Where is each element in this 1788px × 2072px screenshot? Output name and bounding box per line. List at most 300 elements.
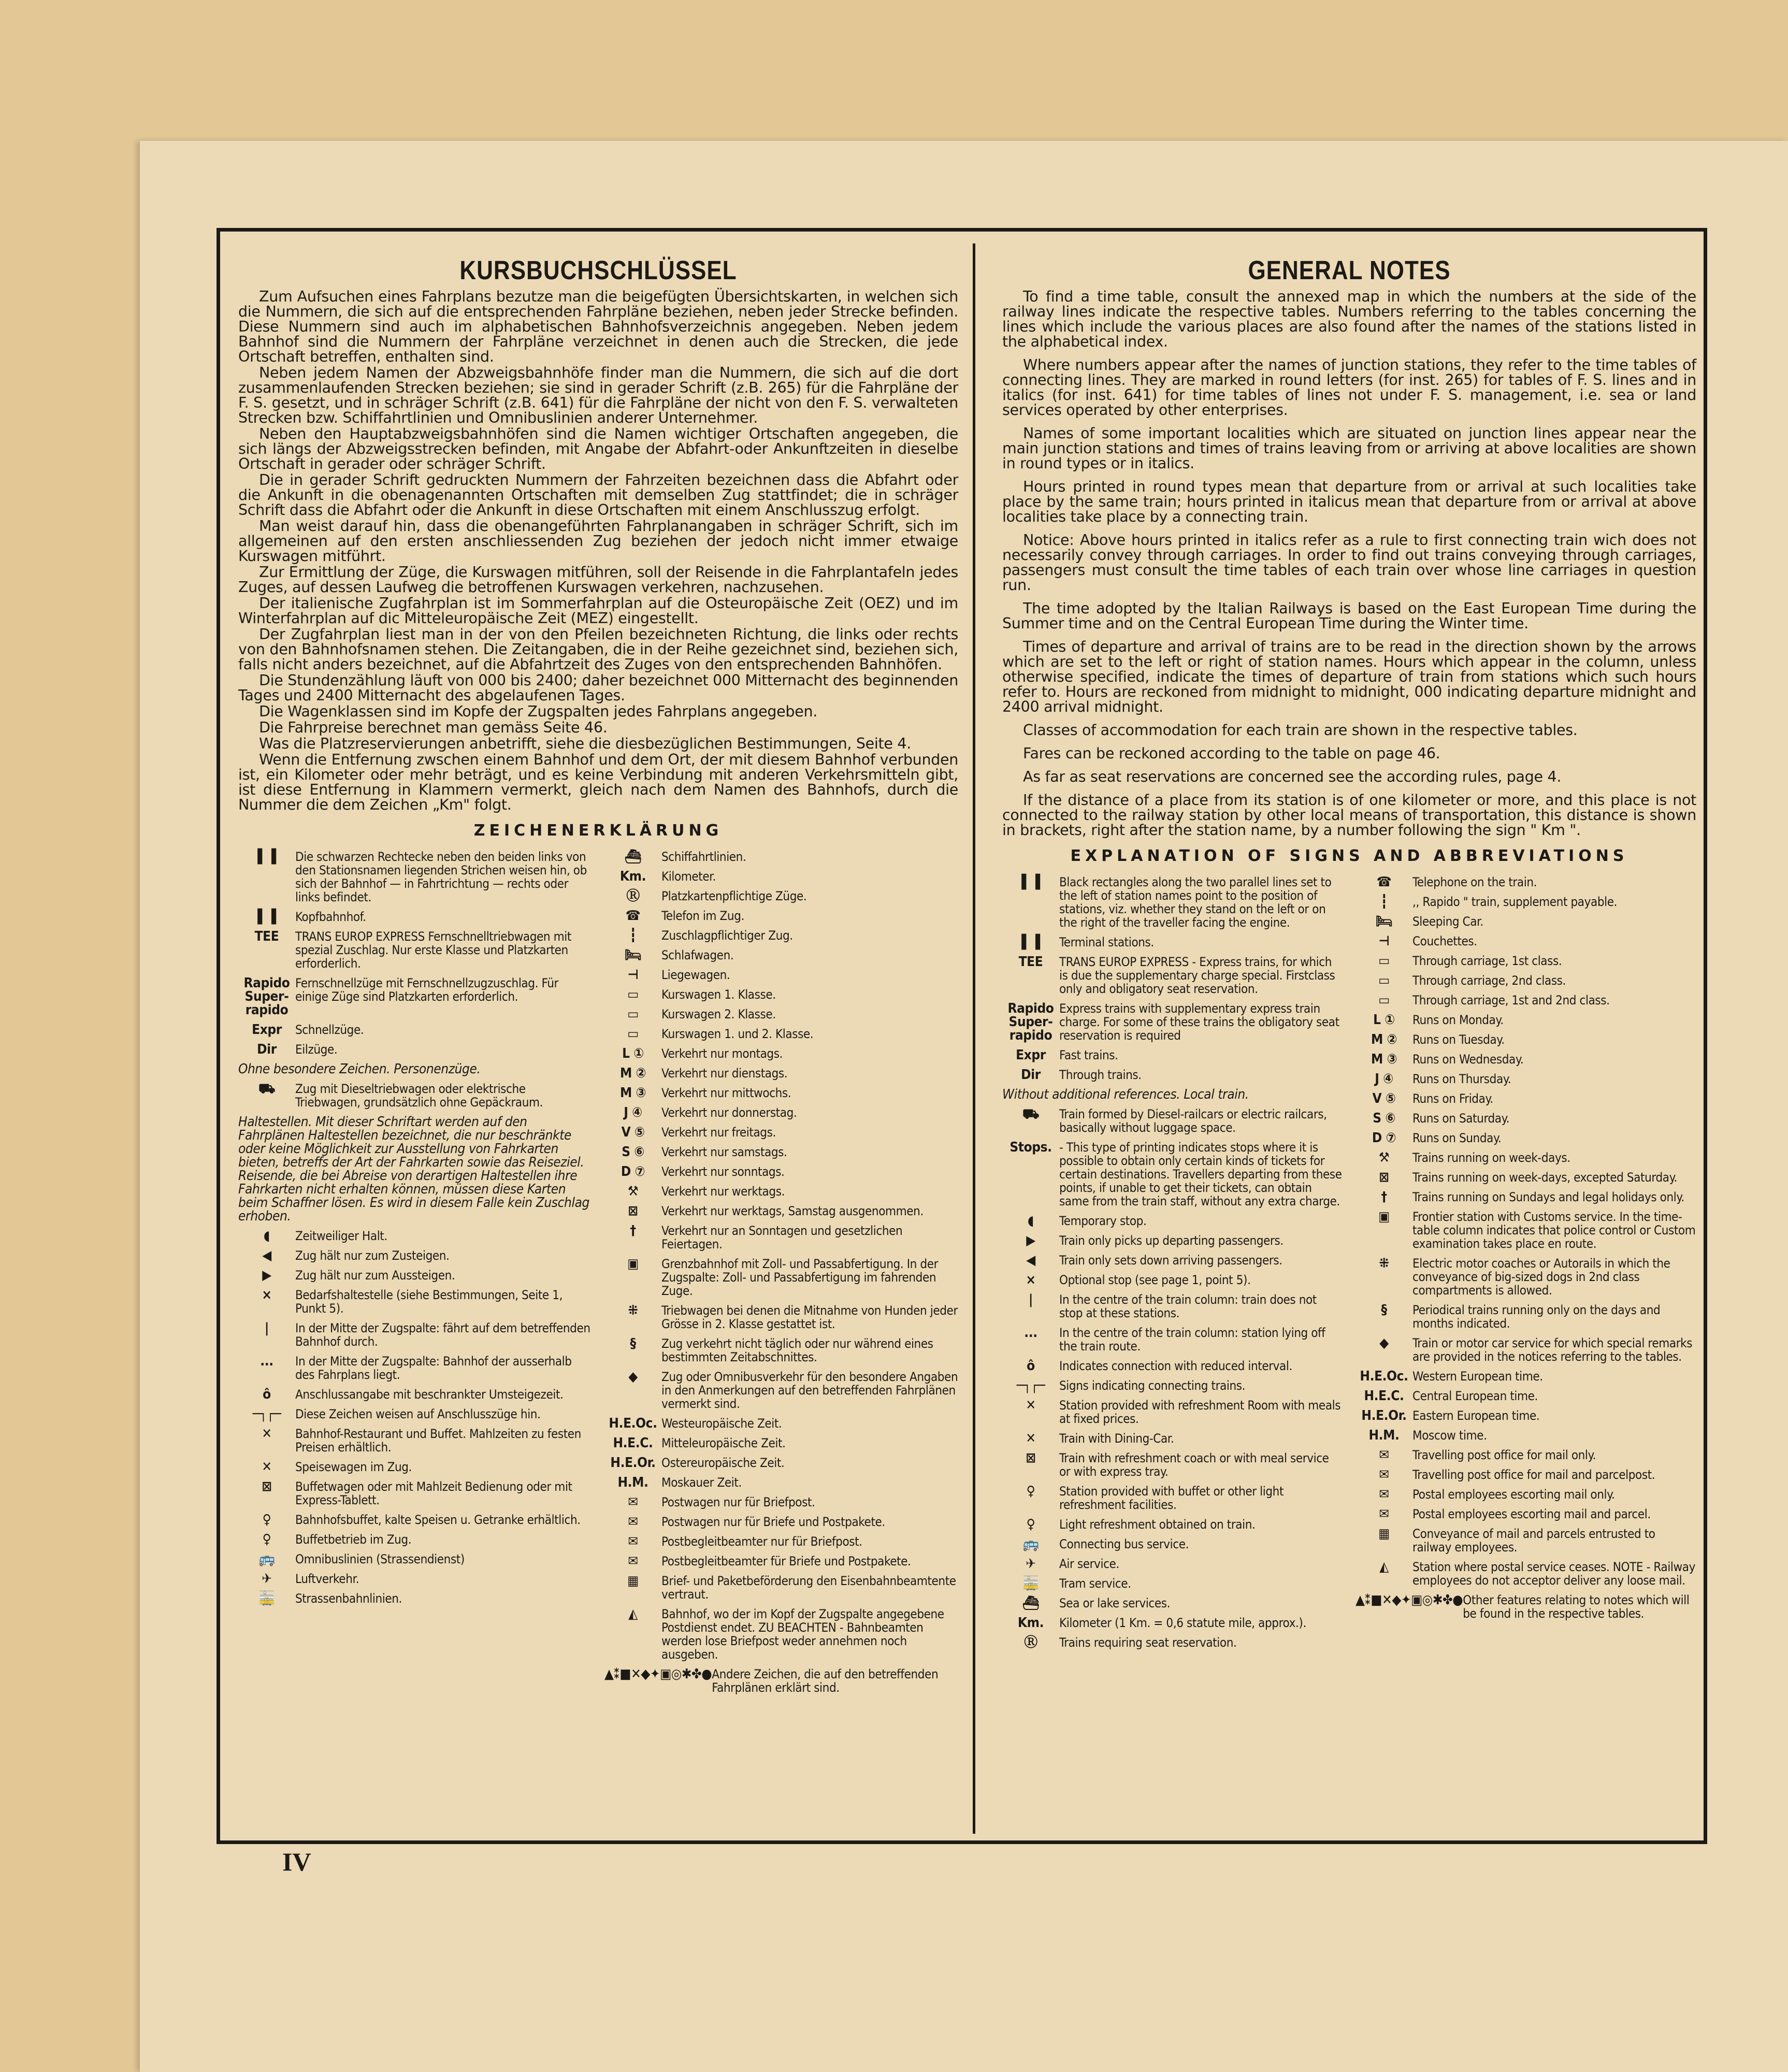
- legend-item: [238, 1355, 592, 1382]
- legend-text: Optional stop (see page 1, point 5).: [1059, 1273, 1251, 1287]
- legend-text: Electric motor coaches or Autorails in which the conveyance of big-sized dogs in 2nd class compartments is allowed.: [1412, 1256, 1670, 1298]
- legend-item: [604, 1495, 958, 1509]
- legend-text: Postwagen nur für Briefpost.: [661, 1495, 815, 1509]
- legend-item: [1356, 1257, 1696, 1297]
- legend-symbol-icon: ▲⁑■✕◆✦▣◎✱✤●: [604, 1666, 712, 1682]
- legend-text: Kurswagen 2. Klasse.: [661, 1007, 776, 1021]
- legend-item: [238, 976, 592, 1017]
- legend-item: [1356, 1131, 1696, 1145]
- legend-symbol-icon: ┇: [1380, 894, 1388, 910]
- legend-item: [238, 1062, 592, 1076]
- legend-text: Omnibuslinien (Strassendienst): [295, 1552, 465, 1566]
- legend-text: Eilzüge.: [295, 1042, 338, 1057]
- legend-symbol-icon: M ③: [619, 1085, 646, 1101]
- legend-text: Telephone on the train.: [1412, 875, 1537, 889]
- legend-item: [1002, 1002, 1343, 1042]
- legend-symbol-icon: ô: [1027, 1358, 1035, 1374]
- legend-symbol-icon: Ⓡ: [626, 888, 640, 904]
- paragraph: Die Wagenklassen sind im Kopfe der Zugspalten jedes Fahrplans angegeben.: [259, 703, 817, 720]
- legend-text: Train with refreshment coach or with meal service or with express tray.: [1059, 1451, 1329, 1479]
- legend-symbol-icon: Expr: [252, 1022, 282, 1038]
- legend-item: [604, 1337, 958, 1364]
- legend-item: [1356, 1488, 1696, 1501]
- legend-text: TRANS EUROP EXPRESS Fernschnelltriebwagen mit spezial Zuschlag. Nur erste Klasse und Platzkarten erforderlich.: [295, 929, 571, 971]
- english-legend-col-a: [1002, 875, 1343, 1656]
- legend-symbol-icon: ─┐┌─: [252, 1406, 281, 1422]
- legend-item: [1002, 1451, 1343, 1478]
- german-legend-title: ZEICHENERKLÄRUNG: [473, 822, 723, 840]
- legend-symbol-icon: Km.: [1017, 1615, 1044, 1631]
- legend-item: [604, 1106, 958, 1119]
- legend-text: Verkehrt nur werktags, Samstag ausgenommen.: [661, 1204, 924, 1218]
- legend-text: Zuschlagpflichtiger Zug.: [661, 928, 793, 943]
- legend-item: [1002, 1273, 1343, 1287]
- english-legend-title: EXPLANATION OF SIGNS AND ABBREVIATIONS: [1070, 847, 1628, 865]
- legend-item: [604, 1067, 958, 1080]
- paragraph: Neben den Hauptabzweigsbahnhöfen sind die Namen wichtiger Ortschaften angegeben, die sich längs der Abzweigsstrecken befinden, mit Angabe der Abfahrt-oder Ankunftzeiten in dieselbe Ortschaft in gerader oder schräger Schrift.: [238, 425, 958, 472]
- legend-symbol-icon: Dir: [257, 1042, 277, 1057]
- legend-item: [1002, 1432, 1343, 1445]
- legend-item: [604, 1126, 958, 1139]
- legend-text: Kilometer (1 Km. = 0,6 statute mile, approx.).: [1059, 1616, 1306, 1630]
- german-legend-col-a: [238, 850, 592, 1701]
- legend-symbol-icon: ⊠: [1026, 1450, 1036, 1466]
- legend-symbol-icon: ⛴: [1022, 1595, 1040, 1611]
- legend-symbol-icon: 🛏: [624, 947, 642, 963]
- german-paragraphs: [238, 289, 958, 812]
- legend-symbol-icon: Dir: [1021, 1067, 1041, 1083]
- legend-text: Postal employees escorting mail only.: [1412, 1487, 1615, 1502]
- legend-text: Other features relating to notes which will be found in the respective tables.: [1463, 1593, 1690, 1621]
- legend-text: Frontier station with Customs service. In the time-table column indicates that police control or Custom examination takes place en route.: [1412, 1210, 1696, 1251]
- legend-item: [1356, 1151, 1696, 1164]
- legend-text: Grenzbahnhof mit Zoll- und Passabfertigung. In der Zugspalte: Zoll- und Passabfertigung im fahrenden Zuge.: [661, 1257, 939, 1298]
- legend-item: [604, 1476, 958, 1489]
- legend-text: Andere Zeichen, die auf den betreffenden Fahrplänen erklärt sind.: [712, 1667, 939, 1695]
- legend-text: Postbegleitbeamter für Briefe und Postpakete.: [661, 1554, 911, 1569]
- legend-item: [1002, 1616, 1343, 1630]
- legend-text: Speisewagen im Zug.: [295, 1460, 412, 1474]
- legend-item: [604, 1370, 958, 1411]
- legend-symbol-icon: |: [264, 1320, 269, 1336]
- legend-symbol-icon: ✈: [1026, 1556, 1036, 1572]
- legend-symbol-icon: §: [630, 1336, 636, 1351]
- legend-item: [1356, 1112, 1696, 1125]
- legend-text: Station provided with refreshment Room with meals at fixed prices.: [1059, 1398, 1341, 1426]
- legend-text: Temporary stop.: [1059, 1214, 1147, 1228]
- paragraph: Neben jedem Namen der Abzweigsbahnhöfe finder man die Nummern, die sich auf die dort zusammenlaufenden Strecken beziehen; sie sind in gerader Schrift (z.B. 265) für die Fahrpläne der F. S. gesetzt, und in schräger Schrift (z.B. 641) für die Fahrpläne der nicht von den F. S. verwalteten Strecken bzw. Schiffahrtlinien und Omnibuslinien anderer Unternehmer.: [238, 364, 958, 426]
- paragraph: The time adopted by the Italian Railways is based on the East European Time during the Summer time and on the Central European Time during the Winter time.: [1002, 600, 1696, 632]
- legend-symbol-icon: ▌▐: [257, 909, 276, 925]
- legend-item: [1356, 1448, 1696, 1462]
- legend-text: Verkehrt nur dienstags.: [661, 1066, 788, 1081]
- legend-symbol-icon: ...: [260, 1354, 273, 1369]
- legend-text: Postbegleitbeamter nur für Briefpost.: [661, 1534, 862, 1549]
- legend-text: Zug oder Omnibusverkehr für den besondere Angaben in den Anmerkungen auf den betreffenden Fahrplänen vermerkt sind.: [661, 1370, 958, 1411]
- legend-symbol-icon: |: [1028, 1292, 1033, 1307]
- legend-text: Schlafwagen.: [661, 948, 734, 962]
- legend-item: [604, 1417, 958, 1430]
- legend-item: [1356, 875, 1696, 889]
- legend-item: [1356, 895, 1696, 909]
- legend-symbol-icon: Stops.: [1010, 1140, 1052, 1155]
- legend-symbol-icon: ▭: [627, 987, 639, 1002]
- legend-item: [238, 1533, 592, 1546]
- legend-item: [238, 1460, 592, 1474]
- legend-symbol-icon: ...: [1024, 1325, 1037, 1341]
- legend-text: Bedarfshaltestelle (siehe Bestimmungen, Seite 1, Punkt 5).: [295, 1288, 563, 1316]
- legend-item: [1356, 915, 1696, 928]
- legend-symbol-icon: 🛏: [1375, 914, 1393, 929]
- legend-item: [238, 1115, 592, 1223]
- legend-text: Station provided with buffet or other light refreshment facilities.: [1059, 1484, 1284, 1512]
- legend-item: [238, 1592, 592, 1605]
- legend-text: In der Mitte der Zugspalte: fährt auf dem betreffenden Bahnhof durch.: [295, 1321, 590, 1349]
- legend-text: Indicates connection with reduced interval.: [1059, 1359, 1292, 1373]
- legend-symbol-icon: ▶: [262, 1268, 271, 1283]
- legend-text: Train only sets down arriving passengers.: [1059, 1253, 1282, 1268]
- legend-item: [604, 1185, 958, 1198]
- legend-item: [604, 1574, 958, 1601]
- legend-text: Periodical trains running only on the days and months indicated.: [1412, 1303, 1661, 1331]
- legend-text: Runs on Monday.: [1412, 1013, 1504, 1027]
- legend-item: [604, 1515, 958, 1529]
- legend-item: [238, 1023, 592, 1037]
- legend-symbol-icon: ◆: [628, 1369, 638, 1385]
- legend-symbol-icon: Expr: [1016, 1047, 1046, 1063]
- legend-symbol-icon: ▦: [627, 1573, 639, 1589]
- legend-symbol-icon: ⊠: [628, 1203, 638, 1219]
- legend-symbol-icon: M ②: [619, 1066, 646, 1081]
- legend-item: [1002, 1557, 1343, 1571]
- legend-symbol-icon: ô: [263, 1387, 271, 1402]
- legend-item: [1356, 1409, 1696, 1422]
- legend-text: Ohne besondere Zeichen. Personenzüge.: [238, 1061, 481, 1077]
- legend-item: [604, 1165, 958, 1178]
- legend-text: Express trains with supplementary express train charge. For some of these trains the obligatory seat reservation is required: [1059, 1001, 1339, 1043]
- legend-text: Trains running on week-days.: [1412, 1150, 1570, 1165]
- legend-symbol-icon: V ⑤: [1372, 1091, 1396, 1106]
- legend-symbol-icon: ✕: [1026, 1431, 1036, 1446]
- legend-symbol-icon: M ②: [1371, 1032, 1397, 1047]
- legend-symbol-icon: ♀: [1026, 1517, 1035, 1532]
- legend-symbol-icon: 🚌: [258, 1551, 275, 1567]
- legend-item: [238, 850, 592, 904]
- legend-text: Kurswagen 1. und 2. Klasse.: [661, 1027, 814, 1041]
- legend-symbol-icon: 🚋: [1022, 1576, 1039, 1591]
- legend-text: Zeitweiliger Halt.: [295, 1229, 387, 1243]
- legend-text: Verkehrt nur donnerstag.: [661, 1105, 797, 1120]
- legend-symbol-icon: Ⓡ: [1024, 1635, 1037, 1650]
- legend-symbol-icon: ▲⁑■✕◆✦▣◎✱✤●: [1356, 1592, 1463, 1608]
- legend-text: Conveyance of mail and parcels entrusted to railway employees.: [1412, 1527, 1655, 1555]
- legend-item: [1002, 1518, 1343, 1531]
- legend-item: [604, 1008, 958, 1021]
- legend-item: [1002, 1107, 1343, 1134]
- legend-item: [604, 1145, 958, 1159]
- legend-symbol-icon: ⁜: [628, 1303, 638, 1318]
- legend-text: Kopfbahnhof.: [295, 910, 366, 924]
- legend-item: [238, 1229, 592, 1243]
- legend-symbol-icon: †: [630, 1223, 636, 1239]
- legend-item: [1002, 1359, 1343, 1373]
- legend-symbol-icon: ⊠: [1379, 1170, 1389, 1185]
- legend-text: Luftverkehr.: [295, 1572, 359, 1586]
- legend-item: [604, 1224, 958, 1251]
- legend-text: Anschlussangabe mit beschrankter Umsteigezeit.: [295, 1387, 564, 1402]
- paragraph: Die Stundenzählung läuft von 000 bis 2400; daher bezeichnet 000 Mitternacht des beginnenden Tages und 2400 Mitternacht des abgelaufenen Tages.: [238, 672, 958, 704]
- legend-symbol-icon: ▦: [1378, 1526, 1390, 1542]
- legend-symbol-icon: ◭: [1379, 1559, 1389, 1575]
- legend-symbol-icon: ⛟: [1022, 1106, 1040, 1122]
- legend-text: Schnellzüge.: [295, 1023, 364, 1037]
- english-legend-col-b: [1356, 875, 1696, 1656]
- legend-item: [238, 1388, 592, 1401]
- legend-symbol-icon: ⚒: [627, 1184, 639, 1199]
- legend-item: [604, 968, 958, 982]
- legend-text: Air service.: [1059, 1557, 1119, 1571]
- paragraph: Classes of accommodation for each train are shown in the respective tables.: [1023, 722, 1578, 739]
- legend-symbol-icon: H.M.: [1368, 1428, 1400, 1443]
- legend-symbol-icon: ⛟: [258, 1081, 276, 1097]
- legend-text: Postal employees escorting mail and parcel.: [1412, 1507, 1651, 1521]
- legend-symbol-icon: D ⑦: [621, 1164, 645, 1179]
- legend-item: [604, 1257, 958, 1298]
- legend-item: [1002, 1485, 1343, 1512]
- english-title: GENERAL NOTES: [1248, 256, 1451, 285]
- legend-text: Train or motor car service for which special remarks are provided in the notices referring to the tables.: [1412, 1336, 1693, 1364]
- legend-text: Verkehrt nur freitags.: [661, 1125, 776, 1140]
- legend-text: Black rectangles along the two parallel lines set to the left of station names point to the position of stations, viz. whether they stand on the left or on the right of the traveller facing the engine.: [1059, 875, 1332, 930]
- legend-text: Verkehrt nur sonntags.: [661, 1164, 785, 1179]
- legend-symbol-icon: 🚋: [258, 1591, 275, 1606]
- legend-text: Kilometer.: [661, 869, 716, 884]
- legend-item: [604, 1607, 958, 1661]
- legend-symbol-icon: ▌▐: [257, 849, 276, 865]
- paragraph: Where numbers appear after the names of junction stations, they refer to the time tables of connecting lines. They are marked in round letters (for inst. 265) for tables of F. S. lines and in italics (for inst. 641) for time tables of lines not under F. S. management, i.e. sea or land services operated by other enterprises.: [1002, 356, 1696, 419]
- legend-symbol-icon: ▣: [1378, 1209, 1390, 1225]
- legend-item: [238, 1288, 592, 1315]
- paragraph: To find a time table, consult the annexed map in which the numbers at the side of the railway lines indicate the respective tables. Numbers referring to the tables concerning the lines which include the various places are also found after the names of the stations listed in the alphabetical index.: [1002, 288, 1696, 350]
- legend-symbol-icon: ▭: [627, 1006, 639, 1022]
- legend-symbol-icon: ×: [262, 1287, 272, 1303]
- legend-text: Verkehrt nur mittwochs.: [661, 1086, 791, 1100]
- legend-symbol-icon: ✉: [1379, 1447, 1389, 1463]
- legend-symbol-icon: H.M.: [617, 1475, 648, 1490]
- legend-item: [1002, 936, 1343, 949]
- legend-item: [604, 1086, 958, 1100]
- legend-item: [1356, 1210, 1696, 1250]
- legend-item: [1356, 1190, 1696, 1204]
- legend-symbol-icon: ◖: [1028, 1213, 1034, 1229]
- legend-symbol-icon: ♀: [262, 1532, 271, 1547]
- legend-text: Trains requiring seat reservation.: [1059, 1635, 1237, 1650]
- legend-symbol-icon: H.E.Oc.: [609, 1416, 657, 1431]
- legend-symbol-icon: H.E.Oc.: [1360, 1369, 1408, 1384]
- legend-item: [1356, 974, 1696, 987]
- legend-text: Travelling post office for mail and parcelpost.: [1412, 1467, 1655, 1482]
- legend-text: Runs on Tuesday.: [1412, 1032, 1505, 1047]
- legend-text: Brief- und Paketbeförderung den Eisenbahnbeamtente vertraut.: [661, 1574, 956, 1602]
- german-column: [238, 243, 958, 1701]
- german-legend-col-b: [604, 850, 958, 1701]
- legend-symbol-icon: J ④: [1375, 1071, 1393, 1087]
- legend-symbol-icon: H.E.Or.: [610, 1455, 656, 1471]
- legend-item: [238, 1513, 592, 1527]
- legend-symbol-icon: ▭: [627, 1026, 639, 1042]
- legend-text: Verkehrt nur montags.: [661, 1046, 783, 1061]
- paragraph: Zum Aufsuchen eines Fahrplans bezutze man die beigefügten Übersichtskarten, in welchen sich die Nummern, die sich auf die entsprechenden Fahrpläne beziehen, neben jeder Strecke befinden. Diese Nummern sind auch im alphabetischen Bahnhofsverzeichnis angegeben. Neben jedem Bahnhof sind die Nummern der Fahrpläne verzeichnet in denen auch die Strecken, die jede Ortschaft betreffen, enthalten sind.: [238, 288, 958, 365]
- legend-symbol-icon: ⛴: [624, 849, 642, 865]
- legend-symbol-icon: 🚌: [1022, 1536, 1039, 1552]
- paragraph: Man weist darauf hin, dass die obenangeführten Fahrplanangaben in schräger Schrift, sich im allgemeinen auf den ersten anschliessenden Zug beziehen der jedoch nicht immer etwaige Kurswagen mitführt.: [238, 517, 958, 565]
- paragraph: Zur Ermittlung der Züge, die Kurswagen mitführen, soll der Reisende in die Fahrplantafeln jedes Zuges, auf dessen Laufweg die betroffenen Kurswagen verkehren, nachzusehen.: [238, 564, 958, 596]
- legend-symbol-icon: ✉: [1379, 1506, 1389, 1522]
- legend-item: [1356, 1336, 1696, 1363]
- legend-symbol-icon: Rapido Super-rapido: [243, 975, 290, 1018]
- legend-symbol-icon: Km.: [619, 869, 646, 884]
- legend-text: Light refreshment obtained on train.: [1059, 1517, 1256, 1532]
- legend-symbol-icon: ✕: [262, 1426, 272, 1442]
- legend-item: [1356, 1092, 1696, 1105]
- legend-symbol-icon: ⊣: [627, 967, 639, 983]
- english-column: [1002, 243, 1696, 1656]
- legend-item: [1356, 1303, 1696, 1330]
- legend-item: [1002, 955, 1343, 996]
- legend-text: Telefon im Zug.: [661, 909, 744, 923]
- german-title: KURSBUCHSCHLÜSSEL: [459, 256, 737, 285]
- legend-text: Trains running on week-days, excepted Saturday.: [1412, 1170, 1677, 1185]
- legend-symbol-icon: ✈: [262, 1571, 272, 1587]
- legend-text: Terminal stations.: [1059, 935, 1154, 949]
- legend-text: Die schwarzen Rechtecke neben den beiden links von den Stationsnamen liegenden Strichen weisen hin, ob sich der Bahnhof — in Fahrtrichtung — rechts oder links befindet.: [295, 850, 587, 904]
- paragraph: Wenn die Entfernung zwschen einem Bahnhof und dem Ort, der mit diesem Bahnhof verbunden ist, ein Kilometer oder mehr beträgt, und es keine Verbindung mit anderen Verkehrsmitteln gibt, ist diese Entfernung in Klammern vermerkt, gleich nach dem Namen des Bahnhofs, durch die Nummer die dem Zeichen „Km" folgt.: [238, 751, 958, 813]
- legend-item: [1356, 1033, 1696, 1046]
- legend-symbol-icon: TEE: [254, 929, 279, 944]
- legend-symbol-icon: L ①: [622, 1046, 644, 1061]
- legend-item: [1002, 1214, 1343, 1228]
- legend-item: [1002, 875, 1343, 929]
- legend-item: [604, 1027, 958, 1041]
- legend-symbol-icon: ✉: [628, 1494, 638, 1510]
- legend-text: Runs on Friday.: [1412, 1091, 1493, 1106]
- legend-text: Buffetbetrieb im Zug.: [295, 1532, 412, 1547]
- legend-item: [1356, 1560, 1696, 1587]
- legend-text: Couchettes.: [1412, 934, 1477, 948]
- legend-item: [1356, 1053, 1696, 1066]
- legend-text: Bahnhofsbuffet, kalte Speisen u. Getranke erhältlich.: [295, 1513, 581, 1527]
- paragraph: Fares can be reckoned according to the table on page 46.: [1023, 745, 1440, 762]
- legend-symbol-icon: J ④: [624, 1105, 642, 1120]
- legend-item: [604, 870, 958, 883]
- legend-item: [1356, 1370, 1696, 1383]
- legend-text: Liegewagen.: [661, 968, 730, 982]
- legend-item: [238, 910, 592, 924]
- legend-text: Buffetwagen oder mit Mahlzeit Bedienung oder mit Express-Tablett.: [295, 1479, 572, 1507]
- legend-text: Zug hält nur zum Aussteigen.: [295, 1268, 455, 1283]
- legend-symbol-icon: ✉: [628, 1553, 638, 1569]
- paragraph: Der italienische Zugfahrplan ist im Sommerfahrplan auf die Osteuropäische Zeit (OEZ) und im Winterfahrplan auf dic Mitteleuropäische Zeit (MEZ) eingestellt.: [238, 595, 958, 627]
- legend-text: In the centre of the train column: station lying off the train route.: [1059, 1326, 1325, 1354]
- legend-item: [1002, 1537, 1343, 1551]
- legend-symbol-icon: L ①: [1373, 1012, 1395, 1028]
- legend-text: TRANS EUROP EXPRESS - Express trains, for which is due the supplementary charge special. Firstclass only and obligatory seat reservation.: [1059, 955, 1335, 996]
- legend-item: [604, 929, 958, 942]
- legend-item: [238, 1552, 592, 1566]
- legend-text: Connecting bus service.: [1059, 1537, 1189, 1551]
- paragraph: Notice: Above hours printed in italics refer as a rule to first connecting train wich does not necessarily convey through carriages. In order to find out trains conveying through carriages, passengers must consult the time tables of each train over whose line carriages in question run.: [1002, 531, 1696, 594]
- legend-text: Through trains.: [1059, 1068, 1142, 1082]
- legend-symbol-icon: D ⑦: [1372, 1130, 1396, 1146]
- legend-item: [1356, 1593, 1696, 1620]
- legend-symbol-icon: ⊠: [262, 1479, 272, 1494]
- legend-text: Ostereuropäische Zeit.: [661, 1456, 785, 1470]
- paragraph: Der Zugfahrplan liest man in der von den Pfeilen bezeichneten Richtung, die links oder rechts von den Bahnhofsnamen stehen. Die Zeitangaben, die in der Reihe gezeichnet sind, beziehen sich, falls nicht anders bezeichnet, auf die Abfahrtzeit des Zuges von den entsprechenden Bahnhöfen.: [238, 626, 958, 673]
- legend-text: Fast trains.: [1059, 1048, 1118, 1062]
- legend-text: Through carriage, 1st class.: [1412, 954, 1562, 968]
- legend-symbol-icon: ⚒: [1378, 1150, 1390, 1166]
- paragraph: If the distance of a place from its station is of one kilometer or more, and this place is not connected to the railway station by other local means of transportation, this distance is shown in brackets, right after the station name, by a number following the sign " Km ".: [1002, 792, 1696, 839]
- legend-symbol-icon: ◭: [628, 1606, 638, 1622]
- legend-symbol-icon: ✕: [1026, 1398, 1036, 1413]
- legend-symbol-icon: ×: [1026, 1272, 1036, 1288]
- legend-text: Central European time.: [1412, 1389, 1538, 1403]
- paragraph: Hours printed in round types mean that departure from or arrival at such localities take place by the same train; hours printed in italicus mean that departure from or arrival at above localities take place by a connecting train.: [1002, 478, 1696, 525]
- legend-item: [1002, 1293, 1343, 1320]
- legend-symbol-icon: ▭: [1378, 973, 1390, 988]
- legend-symbol-icon: ▶: [1026, 1233, 1035, 1248]
- legend-item: [1356, 1429, 1696, 1442]
- legend-text: Zug verkehrt nicht täglich oder nur während eines bestimmten Zeitabschnittes.: [661, 1336, 933, 1364]
- legend-text: Fernschnellzüge mit Fernschnellzugzuschlag. Für einige Züge sind Platzkarten erforderlich.: [295, 976, 558, 1004]
- legend-symbol-icon: ☎: [1376, 874, 1392, 890]
- legend-item: [1356, 954, 1696, 968]
- legend-item: [604, 850, 958, 864]
- legend-symbol-icon: ▌▐: [1021, 874, 1040, 890]
- legend-item: [238, 930, 592, 970]
- legend-text: Westeuropäische Zeit.: [661, 1416, 782, 1431]
- legend-symbol-icon: ✉: [628, 1514, 638, 1530]
- legend-item: [1356, 934, 1696, 948]
- column-divider: [973, 243, 975, 1834]
- legend-symbol-icon: ◖: [264, 1228, 270, 1244]
- legend-symbol-icon: M ③: [1371, 1052, 1397, 1067]
- legend-item: [1356, 994, 1696, 1007]
- legend-text: Moskauer Zeit.: [661, 1475, 742, 1490]
- legend-text: Runs on Thursday.: [1412, 1072, 1511, 1086]
- legend-item: [604, 988, 958, 1001]
- legend-text: Strassenbahnlinien.: [295, 1591, 402, 1606]
- paragraph: Names of some important localities which are situated on junction lines appear near the main junction stations and times of trains leaving from or arriving at above localities are shown in round types or in italics.: [1002, 425, 1696, 472]
- legend-item: [1002, 1636, 1343, 1649]
- legend-text: Through carriage, 1st and 2nd class.: [1412, 993, 1610, 1008]
- legend-text: Zug mit Dieseltriebwagen oder elektrische Triebwagen, grundsätzlich ohne Gepäckraum.: [295, 1082, 543, 1110]
- legend-symbol-icon: H.E.C.: [1364, 1388, 1404, 1404]
- legend-symbol-icon: ┇: [629, 928, 637, 943]
- legend-text: Schiffahrtlinien.: [661, 850, 746, 864]
- legend-symbol-icon: †: [1381, 1189, 1387, 1205]
- legend-symbol-icon: H.E.C.: [613, 1435, 653, 1451]
- legend-item: [1356, 1468, 1696, 1481]
- legend-item: [1002, 1399, 1343, 1426]
- legend-item: [1356, 1389, 1696, 1403]
- legend-text: Mitteleuropäische Zeit.: [661, 1436, 786, 1450]
- legend-text: Sea or lake services.: [1059, 1596, 1171, 1610]
- legend-symbol-icon: ▌▐: [1021, 934, 1040, 950]
- legend-item: [238, 1427, 592, 1454]
- legend-symbol-icon: §: [1381, 1302, 1387, 1318]
- legend-item: [1356, 1013, 1696, 1027]
